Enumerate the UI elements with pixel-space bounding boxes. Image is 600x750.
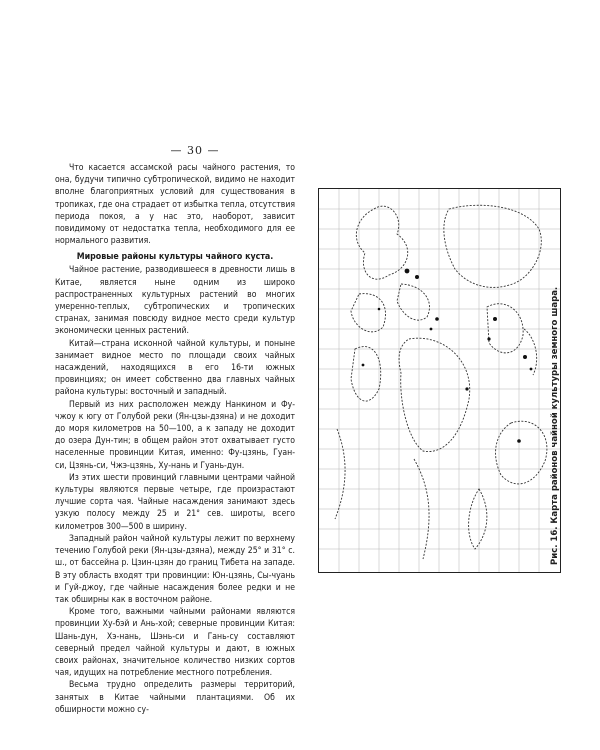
paragraph: Китай—страна исконной чайной культуры, и поныне занимает видное место по площади своих чайных насаждений, находящихся в его 16-ти южных провинциях; он имеет собственно два главных чайных района культуры: восточный и западный. [55, 338, 295, 398]
map-grid [319, 189, 560, 572]
paragraph: Из этих шести провинций главными центрами чайной культуры являются первые четыре, где произрастают лучшие сорта чая. Чайные насаждения занимают здесь узкую полосу между 25 и 21° сев. широты, всего километров 300—500 в ширину. [55, 472, 295, 532]
page-number: — 30 — [170, 144, 220, 157]
figure-caption: Рис. 16. Карта районов чайной культуры земного шара. [550, 286, 560, 565]
section-heading: Мировые районы культуры чайного куста. [76, 252, 274, 263]
paragraph: Чайное растение, разводившееся в древности лишь в Китае, является ныне одним из широко распространенных культурных растений во многих умеренно-теплых, субтропических и тропических странах, занимая повсюду видное место среди культур экономически ценных растений. [55, 265, 295, 337]
paragraph: Что касается ассамской расы чайного растения, то она, будучи типично субтропической, видимо не находит вполне благоприятных условий для существования в тропиках, где она страдает от избытка тепла, отсутствия периода покоя, а у нас это, наоборот, зависит повидимому от недостатка тепла, необходимого для ее нормального развития. [55, 163, 295, 247]
coastlines [335, 205, 547, 559]
paragraph: Первый из них расположен между Нанкином и Фу-чжоу к югу от Голубой реки (Ян-цзы-дзяна) и не доходит до моря километров на 50—100, а к западу не доходит до озера Дун-тин; в общем район этот охватывает густо населенные провинции Китая, именно: Фу-цзянь, Гуан-си, Цзянь-си, Чжэ-цзянь, Ху-нань и Гуань-дун. [55, 399, 295, 471]
tea-regions [362, 269, 533, 443]
world-map [318, 188, 561, 573]
map-figure [298, 180, 588, 592]
paragraph: Кроме того, важными чайными районами являются провинции Ху-бэй и Ань-хой; северные провинции Китая: Шань-дун, Хэ-нань, Шэнь-си и Гань-су составляют северный предел чайной культуры и дают, в южных своих районах, значительное количество низких сортов чая, идущих на потребление местного потребления. [55, 607, 295, 679]
text-column [55, 162, 295, 716]
paragraph: Весьма трудно определить размеры территорий, занятых в Китае чайными плантациями. Об их обширности можно су- [55, 680, 295, 715]
world-map-drawing [319, 189, 560, 572]
paragraph: Западный район чайной культуры лежит по верхнему течению Голубой реки (Ян-цзы-дзяна), между 25° и 31° с. ш., от бассейна р. Цзин-цзян до границ Тибета на западе. В эту область входят три провинции: Юн-цзянь, Сы-чуань и Гуй-джоу, где чайные насаждения более редки и не так обширны как в восточном районе. [55, 533, 295, 605]
